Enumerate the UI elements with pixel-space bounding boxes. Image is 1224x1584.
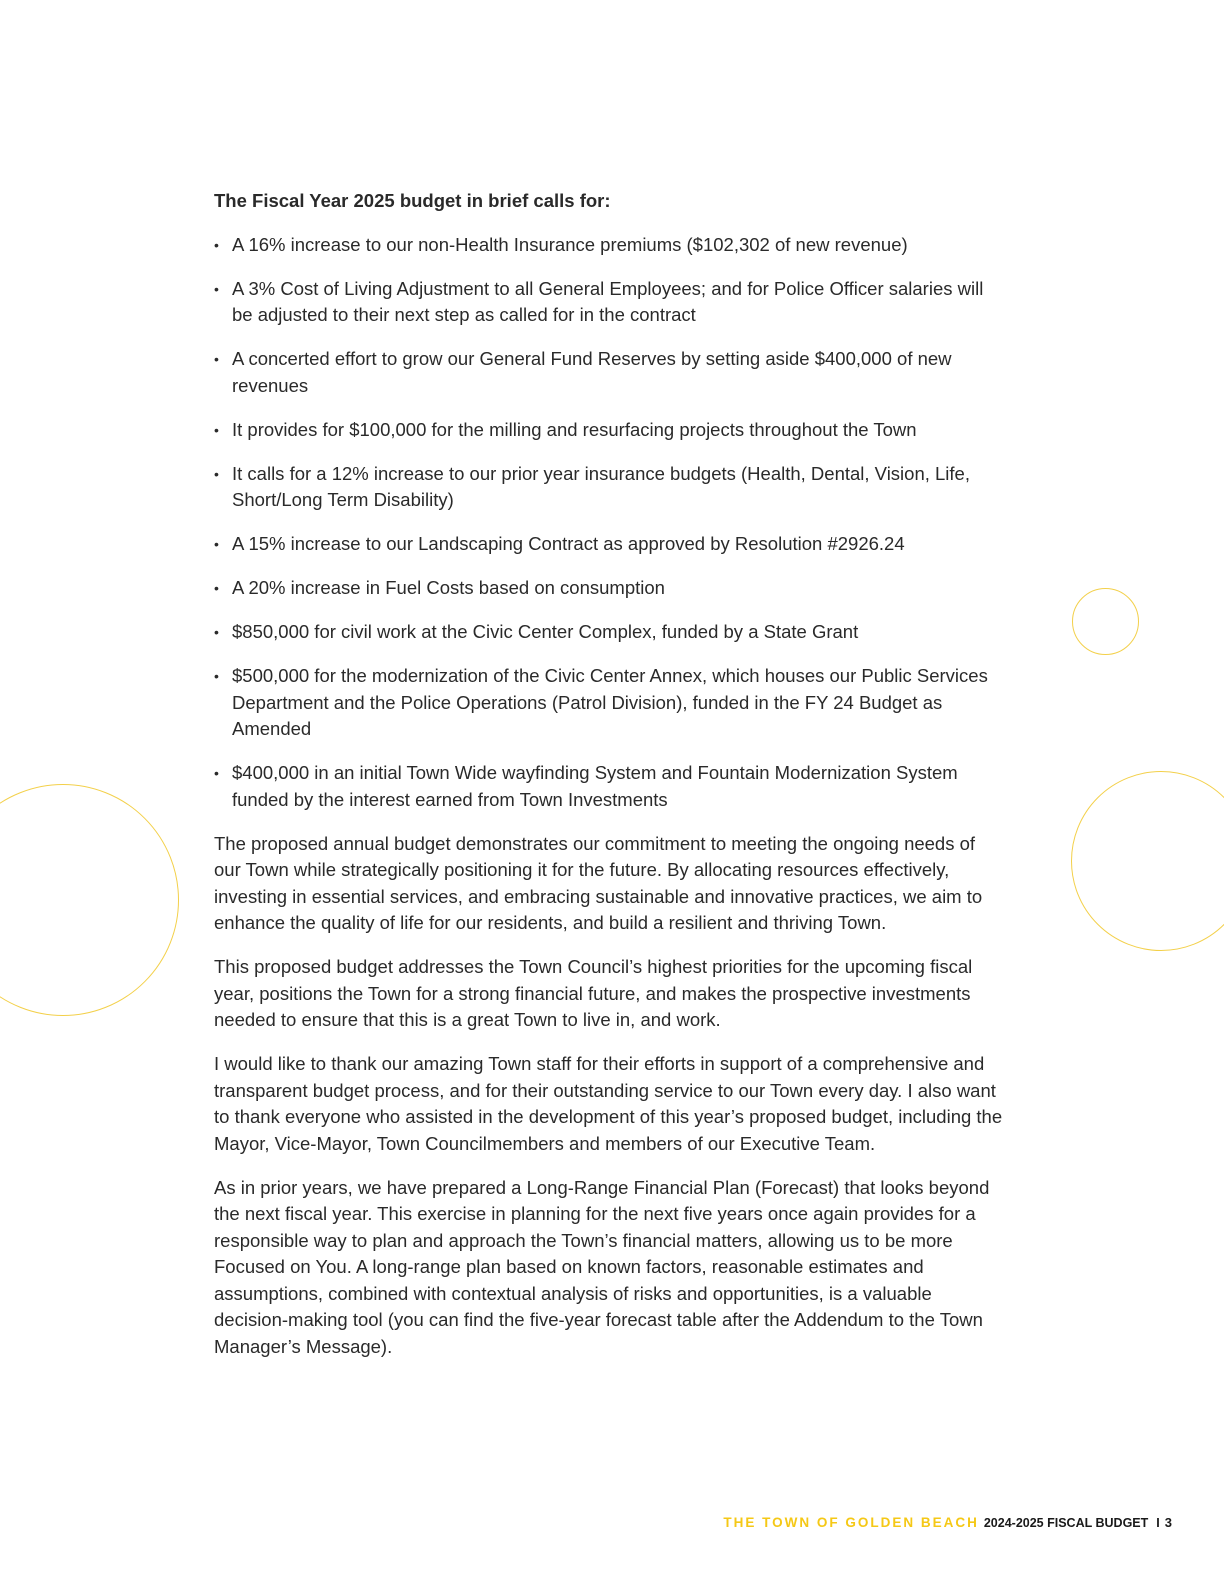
budget-highlights-list	[214, 232, 1004, 814]
footer-brand: THE TOWN OF GOLDEN BEACH	[723, 1515, 979, 1530]
list-item	[214, 619, 1004, 646]
bullet-icon: •	[214, 465, 219, 482]
decorative-circle-left	[0, 784, 179, 1016]
list-item-text: It provides for $100,000 for the milling and resurfacing projects throughout the Town	[232, 418, 917, 440]
list-item	[214, 461, 1004, 514]
paragraph-thanks: I would like to thank our amazing Town staff for their efforts in support of a comprehensive and transparent budget process, and for their outstanding service to our Town every day. I also want to thank everyone who assisted in the development of this year’s proposed budget, including the Mayor, Vice-Mayor, Town Councilmembers and members of our Executive Team.	[214, 1053, 1003, 1154]
list-item	[214, 232, 1004, 259]
list-item-text: $500,000 for the modernization of the Civic Center Annex, which houses our Public Services Department and the Police Operations (Patrol Division), funded in the FY 24 Budget as Amended	[232, 665, 988, 739]
bullet-icon: •	[214, 280, 219, 297]
list-item-text: A 15% increase to our Landscaping Contract as approved by Resolution #2926.24	[232, 533, 905, 554]
footer-document-label: 2024-2025 FISCAL BUDGET	[983, 1516, 1149, 1530]
bullet-icon: •	[214, 421, 219, 438]
list-item	[214, 417, 1004, 444]
list-item	[214, 575, 1004, 602]
bullet-icon: •	[214, 580, 219, 596]
decorative-circle-small	[1072, 588, 1139, 655]
bullet-icon: •	[214, 351, 219, 367]
list-item	[214, 760, 1004, 813]
list-item-text: It calls for a 12% increase to our prior year insurance budgets (Health, Dental, Vision, Life, Short/Long Term Disability)	[232, 462, 970, 510]
list-item	[214, 346, 1004, 399]
footer-separator: I	[1156, 1516, 1160, 1530]
section-heading: The Fiscal Year 2025 budget in brief calls for:	[214, 190, 611, 211]
list-item	[214, 531, 1004, 558]
list-item-text: A concerted effort to grow our General Fund Reserves by setting aside $400,000 of new revenues	[232, 348, 952, 396]
list-item	[214, 663, 1004, 743]
list-item	[214, 276, 1004, 329]
list-item-text: $850,000 for civil work at the Civic Center Complex, funded by a State Grant	[232, 621, 859, 642]
page-number: 3	[1164, 1515, 1172, 1530]
list-item-text: A 16% increase to our non-Health Insurance premiums ($102,302 of new revenue)	[232, 233, 908, 255]
decorative-circle-right	[1071, 771, 1224, 951]
bullet-icon: •	[214, 236, 219, 253]
paragraph-commitment: The proposed annual budget demonstrates our commitment to meeting the ongoing needs of our Town while strategically positioning it for the future. By allocating resources effectively, investing in essential services, and embracing sustainable and innovative practices, we aim to enhance the quality of life for our residents, and build a resilient and thriving Town.	[214, 832, 983, 933]
bullet-icon: •	[214, 536, 219, 552]
page-footer	[723, 1515, 1172, 1530]
bullet-icon: •	[214, 668, 219, 684]
list-item-text: $400,000 in an initial Town Wide wayfinding System and Fountain Modernization System funded by the interest earned from Town Investments	[232, 762, 958, 810]
bullet-icon: •	[214, 765, 219, 781]
list-item-text: A 20% increase in Fuel Costs based on consumption	[232, 577, 665, 598]
main-content	[214, 188, 1004, 1378]
bullet-icon: •	[214, 624, 219, 640]
list-item-text: A 3% Cost of Living Adjustment to all General Employees; and for Police Officer salaries will be adjusted to their next step as called for in the contract	[232, 277, 984, 325]
paragraph-priorities: This proposed budget addresses the Town Council’s highest priorities for the upcoming fiscal year, positions the Town for a strong financial future, and makes the prospective investments needed to ensure that this is a great Town to live in, and work.	[214, 956, 973, 1030]
paragraph-forecast: As in prior years, we have prepared a Long-Range Financial Plan (Forecast) that looks beyond the next fiscal year. This exercise in planning for the next five years once again provides for a responsible way to plan and approach the Town’s financial matters, allowing us to be more Focused on You. A long-range plan based on known factors, reasonable estimates and assumptions, combined with contextual analysis of risks and opportunities, is a valuable decision-making tool (you can find the five-year forecast table after the Addendum to the Town Manager’s Message).	[214, 1176, 990, 1357]
